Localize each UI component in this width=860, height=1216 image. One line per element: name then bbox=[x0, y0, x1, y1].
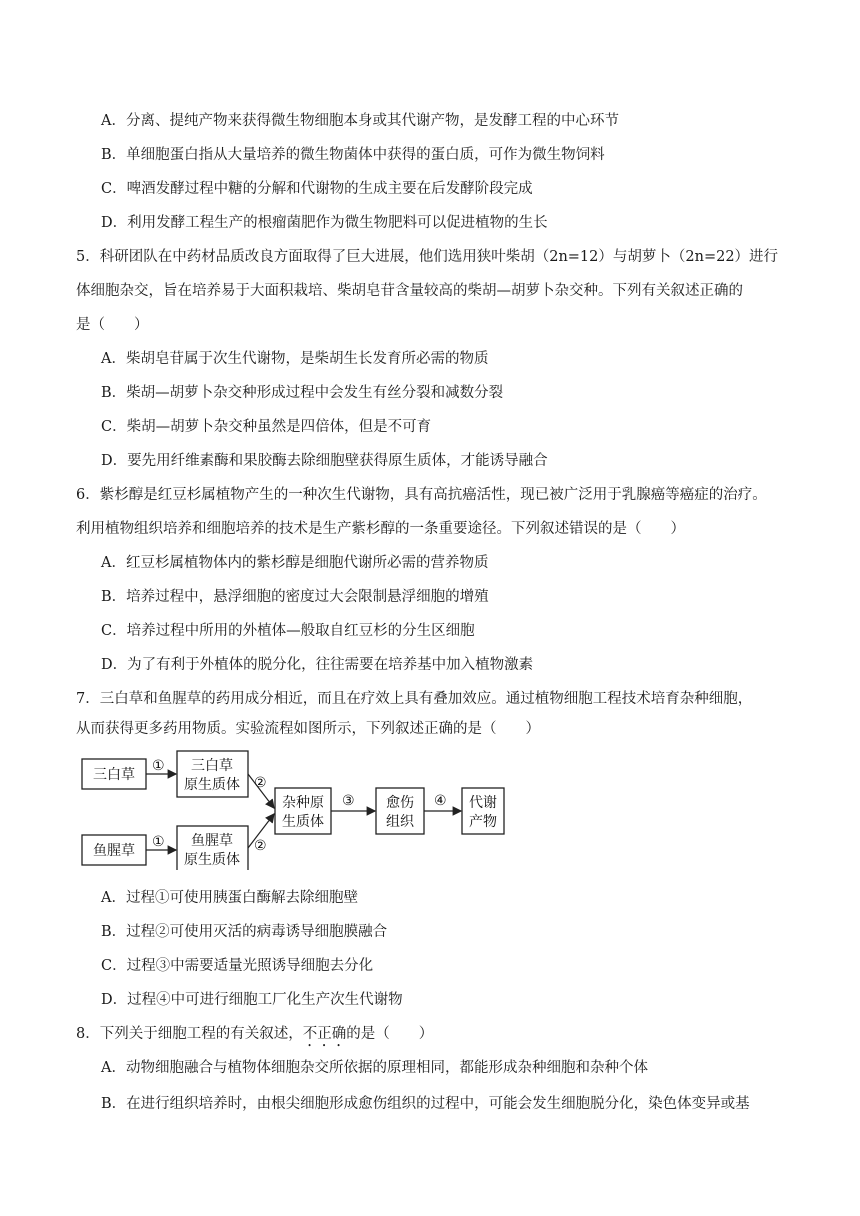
step2-label-bottom: ② bbox=[254, 838, 267, 854]
q6-option-c: C．培养过程中所用的外植体—般取自红豆杉的分生区细胞 bbox=[101, 623, 475, 639]
q6-stem-line-2: 利用植物组织培养和细胞培养的技术是生产紫杉醇的一条重要途径。下列叙述错误的是（ ） bbox=[76, 521, 685, 537]
q7-stem-line-1: 7．三白草和鱼腥草的药用成分相近，而且在疗效上具有叠加效应。通过植物细胞工程技术培育杂种细胞， bbox=[76, 691, 753, 707]
product-label-line1: 代谢 bbox=[469, 795, 497, 811]
q5-stem-line-3: 是（ ） bbox=[76, 317, 149, 333]
step3-label: ③ bbox=[342, 793, 355, 809]
q6-option-d: D．为了有利于外植体的脱分化，往往需要在培养基中加入植物激素 bbox=[101, 657, 534, 673]
q7-option-d: D．过程④中可进行细胞工厂化生产次生代谢物 bbox=[101, 992, 403, 1008]
q4-option-a: A．分离、提纯产物来获得微生物细胞本身或其代谢产物，是发酵工程的中心环节 bbox=[101, 113, 619, 129]
callus-label-line1: 愈伤 bbox=[386, 795, 414, 811]
q8-option-b: B．在进行组织培养时，由根尖细胞形成愈伤组织的过程中，可能会发生细胞脱分化，染色体变异或基 bbox=[101, 1096, 750, 1112]
q5-option-d: D．要先用纤维素酶和果胶酶去除细胞壁获得原生质体，才能诱导融合 bbox=[101, 453, 548, 469]
step2-label-top: ② bbox=[254, 775, 267, 791]
step4-label: ④ bbox=[434, 793, 447, 809]
product-label-line2: 产物 bbox=[469, 814, 497, 830]
q8-stem-suffix: 的是（ ） bbox=[346, 1026, 434, 1042]
q6-option-a: A．红豆杉属植物体内的紫杉醇是细胞代谢所必需的营养物质 bbox=[101, 555, 489, 571]
q7-option-b: B．过程②可使用灭活的病毒诱导细胞膜融合 bbox=[101, 924, 388, 940]
plant1-label: 三白草 bbox=[93, 767, 135, 783]
q5-option-c: C．柴胡—胡萝卜杂交种虽然是四倍体，但是不可育 bbox=[101, 419, 432, 435]
hybrid-label-line2: 生质体 bbox=[282, 814, 324, 830]
callus-label-line2: 组织 bbox=[386, 814, 414, 830]
q8-stem bbox=[76, 1024, 433, 1050]
q6-stem-line-1: 6．紫杉醇是红豆杉属植物产生的一种次生代谢物，具有高抗癌活性，现已被广泛用于乳腺癌等癌症的治疗。 bbox=[76, 487, 767, 503]
q5-option-a: A．柴胡皂苷属于次生代谢物，是柴胡生长发育所必需的物质 bbox=[101, 351, 489, 367]
q5-stem-line-1: 5．科研团队在中药材品质改良方面取得了巨大进展，他们选用狭叶柴胡（2n=12）与胡萝卜（2n=22）进行 bbox=[76, 249, 779, 265]
protoplast1-label-line2: 原生质体 bbox=[184, 777, 240, 793]
q8-option-a: A．动物细胞融合与植物体细胞杂交所依据的原理相同，都能形成杂种细胞和杂种个体 bbox=[101, 1060, 648, 1076]
q7-option-c: C．过程③中需要适量光照诱导细胞去分化 bbox=[101, 958, 374, 974]
q4-option-c: C．啤酒发酵过程中糖的分解和代谢物的生成主要在后发酵阶段完成 bbox=[101, 181, 533, 197]
protoplast2-label-line2: 原生质体 bbox=[184, 852, 240, 868]
q8-stem-emphasis: 不正确 bbox=[302, 1026, 347, 1042]
plant2-label: 鱼腥草 bbox=[93, 843, 135, 859]
protoplast1-label-line1: 三白草 bbox=[191, 758, 233, 774]
q5-option-b: B．柴胡—胡萝卜杂交种形成过程中会发生有丝分裂和减数分裂 bbox=[101, 385, 504, 401]
q4-option-d: D．利用发酵工程生产的根瘤菌肥作为微生物肥料可以促进植物的生长 bbox=[101, 215, 548, 231]
q7-stem-line-2: 从而获得更多药用物质。实验流程如图所示，下列叙述正确的是（ ） bbox=[76, 721, 540, 737]
q5-stem-line-2: 体细胞杂交，旨在培养易于大面积栽培、柴胡皂苷含量较高的柴胡—胡萝卜杂交种。下列有关叙述正确的 bbox=[76, 283, 743, 299]
q6-option-b: B．培养过程中，悬浮细胞的密度过大会限制悬浮细胞的增殖 bbox=[101, 589, 489, 605]
q4-option-b: B．单细胞蛋白指从大量培养的微生物菌体中获得的蛋白质，可作为微生物饲料 bbox=[101, 147, 605, 163]
step1-label-bottom: ① bbox=[152, 834, 165, 850]
step1-label-top: ① bbox=[152, 758, 165, 774]
protoplast2-label-line1: 鱼腥草 bbox=[191, 833, 233, 849]
q7-option-a: A．过程①可使用胰蛋白酶解去除细胞壁 bbox=[101, 890, 358, 906]
q8-stem-prefix: 8．下列关于细胞工程的有关叙述， bbox=[76, 1026, 303, 1042]
q7-flow-diagram bbox=[80, 748, 510, 870]
hybrid-label-line1: 杂种原 bbox=[282, 795, 324, 811]
